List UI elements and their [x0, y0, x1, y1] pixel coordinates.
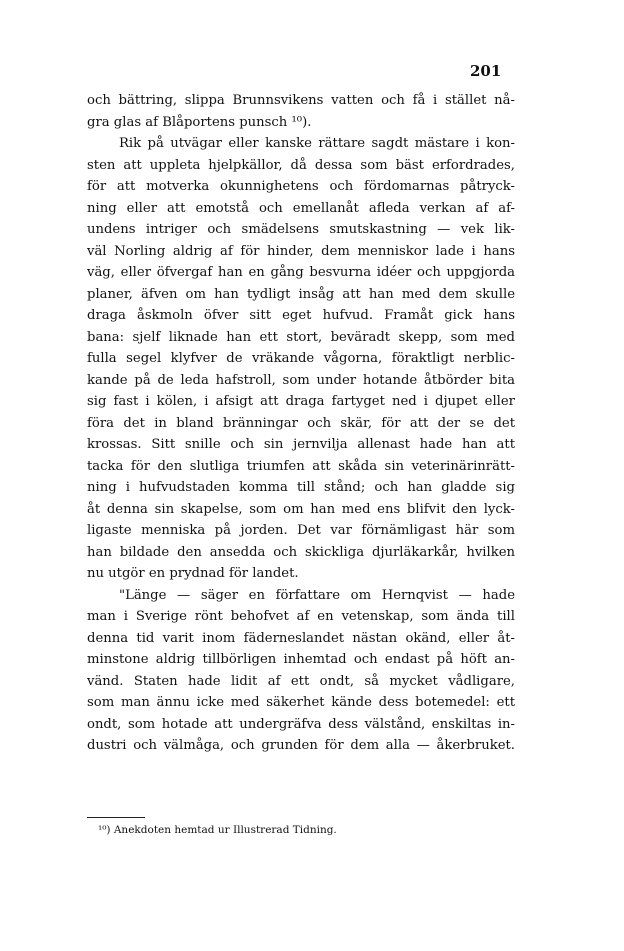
text-line: planer, äfven om han tydligt insåg att han med dem skulle — [87, 286, 515, 302]
text-line: och bättring, slippa Brunnsvikens vatten och få i stället nå- — [87, 93, 515, 108]
text-line: tacka för den slutliga triumfen att skåda sin veterinärinrätt- — [87, 458, 515, 474]
text-line: som man ännu icke med säkerhet kände dess botemedel: ett — [87, 695, 515, 710]
text-line: dustri och välmåga, och grunden för dem alla — åkerbruket. — [87, 738, 515, 753]
page-number: 201 — [470, 62, 502, 80]
text-line: fulla segel klyfver de vräkande vågorna, föraktligt nerblic- — [87, 351, 515, 366]
text-line: Rik på utvägar eller kanske rättare sagdt mästare i kon- — [119, 136, 515, 151]
text-line: bana: sjelf liknade han ett stort, beväradt skepp, som med — [87, 329, 515, 345]
text-line: minstone aldrig tillbörligen inhemtad och endast på höft an- — [87, 652, 515, 667]
text-line: han bildade den ansedda och skickliga djurläkarkår, hvilken — [87, 544, 515, 560]
body-text — [87, 90, 515, 757]
text-line: ning eller att emotstå och emellanåt afleda verkan af af- — [87, 200, 515, 216]
text-line: ondt, som hotade att undergräfva dess välstånd, enskiltas in- — [87, 716, 515, 732]
text-line: denna tid varit inom fäderneslandet nästan okänd, eller åt- — [87, 630, 515, 646]
text-line: väl Norling aldrig af för hinder, dem menniskor lade i hans — [87, 243, 515, 259]
text-line: väg, eller öfvergaf han en gång besvurna idéer och uppgjorda — [87, 265, 515, 280]
text-line: undens intriger och smädelsens smutskastning — vek lik- — [87, 222, 515, 237]
text-line: ning i hufvudstaden komma till stånd; och han gladde sig — [87, 480, 515, 495]
text-line: vänd. Staten hade lidit af ett ondt, så mycket vådligare, — [87, 673, 515, 689]
footnote-divider — [87, 817, 145, 818]
text-line: gra glas af Blåportens punsch ¹⁰). — [87, 114, 312, 130]
text-line: krossas. Sitt snille och sin jernvilja allenast hade han att — [87, 437, 515, 452]
text-line: sten att uppleta hjelpkällor, då dessa som bäst erfordrades, — [87, 157, 515, 173]
footnote: ¹⁰) Anekdoten hemtad ur Illustrerad Tidning. — [98, 824, 337, 836]
text-line: "Länge — säger en författare om Hernqvist — hade — [119, 587, 515, 603]
text-line: nu utgör en prydnad för landet. — [87, 566, 299, 581]
text-line: kande på de leda hafstroll, som under hotande åtbörder bita — [87, 372, 515, 388]
text-line: draga åskmoln öfver sitt eget hufvud. Framåt gick hans — [87, 308, 515, 323]
text-line: ligaste menniska på jorden. Det var förnämligast här som — [87, 523, 515, 538]
text-line: sig fast i kölen, i afsigt att draga fartyget ned i djupet eller — [87, 394, 515, 409]
text-line: man i Sverige rönt behofvet af en vetenskap, som ända till — [87, 609, 515, 624]
text-line: föra det in bland bränningar och skär, för att der se det — [87, 415, 515, 431]
text-line: åt denna sin skapelse, som om han med ens blifvit den lyck- — [87, 501, 515, 517]
text-line: för att motverka okunnighetens och fördomarnas påtryck- — [87, 179, 515, 194]
